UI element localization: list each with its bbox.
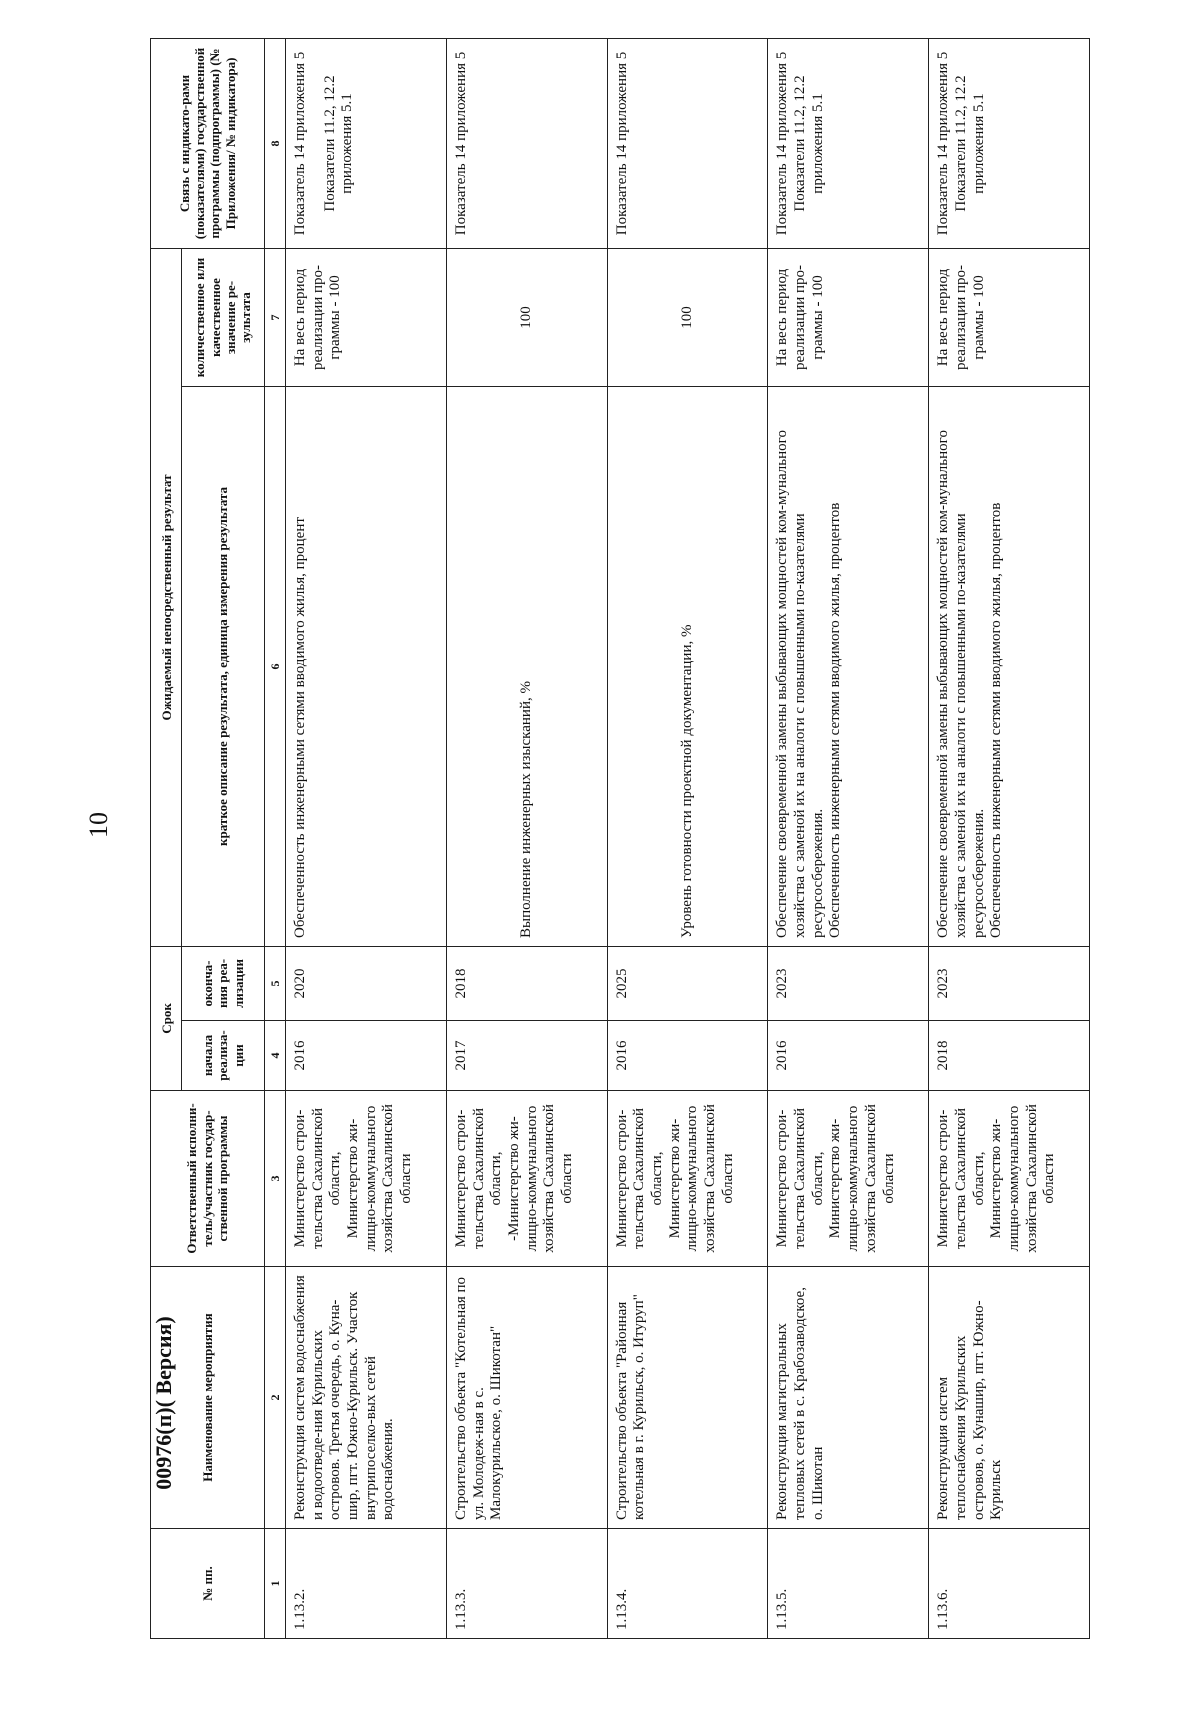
table-row (286, 38, 447, 1638)
page-number: 10 (84, 812, 113, 838)
indicator-link-primary: Показатель 14 приложения 5 (292, 51, 309, 236)
header-name: Наименование мероприятия (151, 1267, 265, 1529)
indicator-link (768, 38, 929, 248)
responsible-primary: Министерство строи-тельства Сахалинской области, (452, 1107, 505, 1250)
row-number: 1.13.5. (768, 1529, 929, 1639)
responsible (446, 1091, 607, 1267)
header-value: количественное или качественное значение ре-зультата (182, 248, 264, 386)
header-start: начала реализа-ции (182, 1021, 264, 1091)
table-row (607, 38, 768, 1638)
rotated-table (150, 39, 1090, 1639)
row-number: 1.13.6. (929, 1529, 1090, 1639)
result-value: 100 (607, 248, 768, 386)
column-number: 5 (264, 946, 285, 1020)
responsible-secondary: -Министерство жи-лищно-коммунального хозяйства Сахалинской области (505, 1104, 575, 1253)
start-year: 2018 (929, 1021, 1090, 1091)
responsible (607, 1091, 768, 1267)
result-value: На весь период реализации про-граммы - 100 (768, 248, 929, 386)
result-description-main: Обеспечение своевременной замены выбывающих мощностей ком-мунального хозяйства с заменой их на аналоги с повышенными по-казателями ресурсосбережения. (935, 430, 987, 938)
activity-name: Реконструкция магистральных тепловых сетей в с. Крабозаводское, о. Шикотан (768, 1267, 929, 1529)
result-description (768, 386, 929, 946)
table-row (929, 38, 1090, 1638)
header-end: оконча-ния реа-лизации (182, 946, 264, 1020)
responsible-primary: Министерство строи-тельства Сахалинской области, (292, 1107, 344, 1250)
responsible-secondary: Министерство жи-лищно-коммунального хозяйства Сахалинской области (345, 1104, 415, 1253)
result-description-extra: Обеспеченность инженерными сетями вводимого жилья, процентов (988, 502, 1005, 938)
indicator-link: Показатель 14 приложения 5 (607, 38, 768, 248)
column-number: 8 (264, 38, 285, 248)
column-number: 6 (264, 386, 285, 946)
result-description-extra: Обеспеченность инженерными сетями вводимого жилья, процентов (827, 502, 844, 938)
column-number: 1 (264, 1529, 285, 1639)
column-number-row (264, 38, 285, 1638)
indicator-link: Показатель 14 приложения 5 (446, 38, 607, 248)
column-number: 4 (264, 1021, 285, 1091)
result-description: Выполнение инженерных изысканий, % (446, 386, 607, 946)
indicator-link-secondary: Показатели 11.2, 12.2 приложения 5.1 (792, 75, 826, 212)
end-year: 2018 (446, 946, 607, 1020)
table-row (768, 38, 929, 1638)
responsible-secondary: Министерство жи-лищно-коммунального хозяйства Сахалинской области (666, 1104, 736, 1253)
responsible-secondary: Министерство жи-лищно-коммунального хозяйства Сахалинской области (827, 1104, 897, 1253)
result-description (929, 386, 1090, 946)
end-year: 2025 (607, 946, 768, 1020)
activity-name: Реконструкция систем теплоснабжения Курильских островов, о. Кунашир, пгт. Южно-Курильск (929, 1267, 1090, 1529)
indicator-link-secondary: Показатели 11.2, 12.2 приложения 5.1 (952, 75, 987, 212)
row-number: 1.13.3. (446, 1529, 607, 1639)
result-value: 100 (446, 248, 607, 386)
column-number: 3 (264, 1091, 285, 1267)
header-responsible: Ответственный исполни-тель/участник государ-ственной программы (151, 1091, 265, 1267)
row-number: 1.13.2. (286, 1529, 447, 1639)
header-description: краткое описание результата, единица измерения результата (182, 386, 264, 946)
document-id: 00976(п)( Версия) (151, 1316, 176, 1490)
result-value: На весь период реализации про-граммы - 100 (286, 248, 447, 386)
responsible-primary: Министерство строи-тельства Сахалинской области, (613, 1107, 665, 1250)
indicator-link-primary: Показатель 14 приложения 5 (774, 51, 791, 236)
table-row (446, 38, 607, 1638)
activity-name: Строительство объекта "Котельная по ул. Молодеж-ная в с. Малокурильское, о. Шикотан" (446, 1267, 607, 1529)
header-term: Срок (151, 946, 182, 1090)
start-year: 2016 (768, 1021, 929, 1091)
header-num: № пп. (151, 1529, 265, 1639)
activity-name: Строительство объекта "Районная котельная в г. Курильск, о. Итуруп" (607, 1267, 768, 1529)
table-container (150, 39, 1090, 1639)
start-year: 2016 (607, 1021, 768, 1091)
indicator-link (929, 38, 1090, 248)
responsible-primary: Министерство строи-тельства Сахалинской области, (774, 1107, 826, 1250)
end-year: 2020 (286, 946, 447, 1020)
responsible (929, 1091, 1090, 1267)
header-link: Связь с индикато-рами (показателями) государственной программы (подпрограммы) (№ Приложения/ № индикатора) (151, 38, 265, 248)
indicator-link (286, 38, 447, 248)
activity-name: Реконструкция систем водоснабжения и водоотведе-ния Курильских островов. Третья очередь, о. Куна-шир, пгт. Южно-Курильск. Участок внутрипоселко-вых сетей водоснабжения. (286, 1267, 447, 1529)
row-number: 1.13.4. (607, 1529, 768, 1639)
responsible (286, 1091, 447, 1267)
end-year: 2023 (929, 946, 1090, 1020)
indicator-link-secondary: Показатели 11.2, 12.2 приложения 5.1 (321, 75, 356, 212)
end-year: 2023 (768, 946, 929, 1020)
result-description: Уровень готовности проектной документации, % (607, 386, 768, 946)
activities-table (150, 38, 1090, 1639)
column-number: 7 (264, 248, 285, 386)
column-number: 2 (264, 1267, 285, 1529)
responsible (768, 1091, 929, 1267)
indicator-link-primary: Показатель 14 приложения 5 (935, 51, 952, 236)
responsible-primary: Министерство строи-тельства Сахалинской области, (935, 1107, 987, 1250)
responsible-secondary: Министерство жи-лищно-коммунального хозяйства Сахалинской области (988, 1104, 1058, 1253)
start-year: 2016 (286, 1021, 447, 1091)
result-description-main: Обеспечение своевременной замены выбывающих мощностей ком-мунального хозяйства с заменой их на аналоги с повышенными по-казателями ресурсосбережения. (774, 430, 826, 938)
result-description: Обеспеченность инженерными сетями вводимого жилья, процент (286, 386, 447, 946)
header-result: Ожидаемый непосредственный результат (151, 248, 182, 946)
result-value: На весь период реализации про-граммы - 100 (929, 248, 1090, 386)
start-year: 2017 (446, 1021, 607, 1091)
